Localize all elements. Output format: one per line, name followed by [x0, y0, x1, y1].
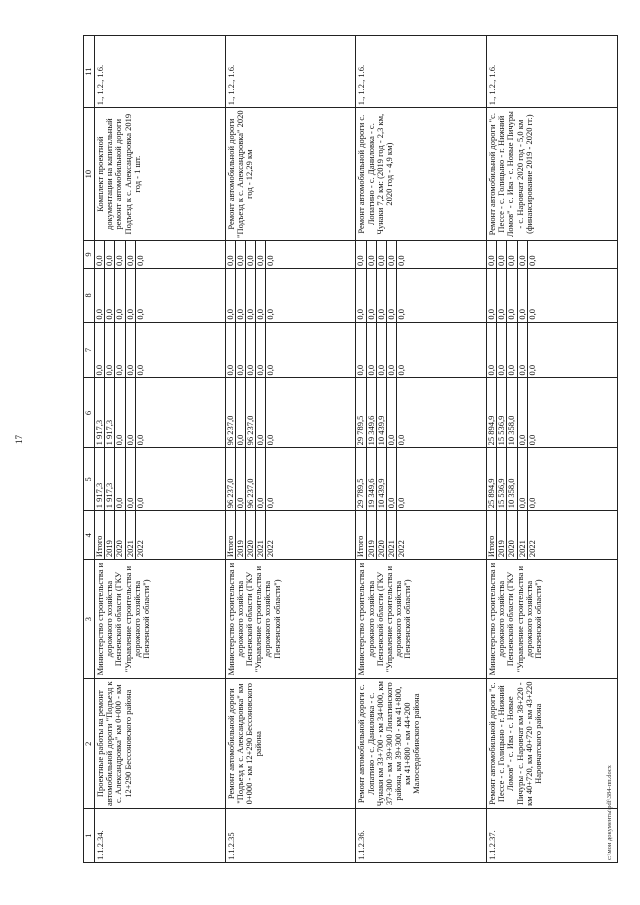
regional-budget-cell: 1 917,3 — [95, 378, 105, 448]
regional-budget-cell: 19 349,6 — [366, 378, 376, 448]
program-activities-table — [83, 35, 618, 863]
other-sources-cell: 0,0 — [135, 241, 225, 269]
other-sources-cell: 0,0 — [386, 241, 396, 269]
year-cell: 2020 — [246, 511, 256, 560]
year-cell: 2022 — [397, 511, 487, 560]
local-budget-cell: 0,0 — [115, 269, 125, 323]
other-sources-cell: 0,0 — [356, 241, 366, 269]
regional-budget-cell: 15 536,9 — [497, 378, 507, 448]
local-budget-cell: 0,0 — [246, 269, 256, 323]
local-budget-cell: 0,0 — [497, 269, 507, 323]
federal-budget-cell: 0,0 — [256, 322, 266, 378]
local-budget-cell: 0,0 — [256, 269, 266, 323]
table-row — [487, 36, 497, 863]
local-budget-cell: 0,0 — [386, 269, 396, 323]
row-code-cell: 1.1.2.34. — [95, 809, 226, 863]
responsible-cell: Министерство строительства и дорожного хозяйства Пензенской области (ГКУ "Управление строительства и дорожного хозяйства Пензенской области") — [225, 560, 356, 679]
total-funding-cell: 10 439,9 — [376, 448, 386, 511]
year-cell: Итого — [356, 511, 366, 560]
other-sources-cell: 0,0 — [507, 241, 517, 269]
total-funding-cell: 0,0 — [386, 448, 396, 511]
regional-budget-cell: 0,0 — [386, 378, 396, 448]
other-sources-cell: 0,0 — [266, 241, 356, 269]
other-sources-cell: 0,0 — [487, 241, 497, 269]
year-cell: 2022 — [266, 511, 356, 560]
regional-budget-cell: 0,0 — [517, 378, 527, 448]
local-budget-cell: 0,0 — [266, 269, 356, 323]
federal-budget-cell: 0,0 — [125, 322, 135, 378]
table-row — [95, 36, 105, 863]
local-budget-cell: 0,0 — [376, 269, 386, 323]
year-cell: 2022 — [527, 511, 617, 560]
column-number: 7 — [84, 322, 95, 378]
regional-budget-cell: 0,0 — [256, 378, 266, 448]
other-sources-cell: 0,0 — [256, 241, 266, 269]
total-funding-cell: 1 917,3 — [95, 448, 105, 511]
column-number: 3 — [84, 560, 95, 679]
local-budget-cell: 0,0 — [95, 269, 105, 323]
total-funding-cell: 0,0 — [256, 448, 266, 511]
total-funding-cell: 0,0 — [266, 448, 356, 511]
row-code-cell: 1.1.2.35 — [225, 809, 356, 863]
federal-budget-cell: 0,0 — [386, 322, 396, 378]
other-sources-cell: 0,0 — [115, 241, 125, 269]
row-code-cell: 1.1.2.36. — [356, 809, 487, 863]
total-funding-cell: 0,0 — [527, 448, 617, 511]
activity-name-cell: Проектные работы на ремонт автомобильной дороги "Подъезд к с. Александровка" км 0+000 - км 12+290 Бессоновского района — [95, 678, 226, 808]
target-indicator-cell: 1., 1.2., 1.6. — [356, 36, 487, 108]
target-indicator-cell: 1., 1.2., 1.6. — [225, 36, 356, 108]
local-budget-cell: 0,0 — [356, 269, 366, 323]
other-sources-cell: 0,0 — [235, 241, 245, 269]
year-cell: Итого — [95, 511, 105, 560]
year-cell: 2021 — [125, 511, 135, 560]
total-funding-cell: 15 536,9 — [497, 448, 507, 511]
regional-budget-cell: 25 894,9 — [487, 378, 497, 448]
federal-budget-cell: 0,0 — [105, 322, 115, 378]
regional-budget-cell: 96 237,0 — [246, 378, 256, 448]
local-budget-cell: 0,0 — [397, 269, 487, 323]
other-sources-cell: 0,0 — [397, 241, 487, 269]
total-funding-cell: 1 917,3 — [105, 448, 115, 511]
federal-budget-cell: 0,0 — [95, 322, 105, 378]
column-number: 10 — [84, 108, 95, 241]
year-cell: Итого — [225, 511, 235, 560]
target-indicator-cell: 1., 1.2., 1.6. — [95, 36, 226, 108]
activity-name-cell: Ремонт автомобильной дороги "Подъезд к с. Александровка" км 0+000 - км 12+290 Бессоновского района — [225, 678, 356, 808]
year-cell: Итого — [487, 511, 497, 560]
local-budget-cell: 0,0 — [517, 269, 527, 323]
other-sources-cell: 0,0 — [246, 241, 256, 269]
responsible-cell: Министерство строительства и дорожного хозяйства Пензенской области (ГКУ "Управление строительства и дорожного хозяйства Пензенской области") — [95, 560, 226, 679]
regional-budget-cell: 0,0 — [527, 378, 617, 448]
other-sources-cell: 0,0 — [105, 241, 115, 269]
result-cell: Ремонт автомобильной дороги "с. Пессе - с. Голицыно - г. Нижний Ломов" - с. Ива - с. Новые Пичуры - с. Наровчат 2020 год - 5,0 км (финансирование 2019 - 2020 гг.) — [487, 108, 618, 241]
footer-file-path: c:\мои документы\pdf\384-пп.docx — [606, 765, 613, 860]
federal-budget-cell: 0,0 — [246, 322, 256, 378]
activity-name-cell: Ремонт автомобильной дороги с. Лопатино - с. Даниловка - с. Чунаки км 33+700 - км 34+000, км 37+300 - км 39+300 Лопатинского района, км 39+300 - км 41+800, км 41+800 - км 44+200 Малосердобинского района — [356, 678, 487, 808]
row-code-cell: 1.1.2.37. — [487, 809, 618, 863]
table-row — [225, 36, 235, 863]
year-cell: 2020 — [115, 511, 125, 560]
activity-name-cell: Ремонт автомобильной дороги "с. Пессе - с. Голицыно - г. Нижний Ломов" - с. Ива - с. Новые Пичуры - с. Наровчат км 38+220 - км 40+720, км 40+720 - км 43+220 Наровчатского района — [487, 678, 618, 808]
regional-budget-cell: 0,0 — [266, 378, 356, 448]
column-number: 5 — [84, 448, 95, 511]
local-budget-cell: 0,0 — [105, 269, 115, 323]
year-cell: 2022 — [135, 511, 225, 560]
total-funding-cell: 29 789,5 — [356, 448, 366, 511]
year-cell: 2021 — [386, 511, 396, 560]
federal-budget-cell: 0,0 — [527, 322, 617, 378]
result-cell: Ремонт автомобильной дороги с. Лопатино - с. Даниловка - с. Чунаки 7,2 км: (2019 год - 2,3 км, 2020 год - 4,9 км) — [356, 108, 487, 241]
local-budget-cell: 0,0 — [507, 269, 517, 323]
column-number: 9 — [84, 241, 95, 269]
year-cell: 2020 — [507, 511, 517, 560]
federal-budget-cell: 0,0 — [397, 322, 487, 378]
other-sources-cell: 0,0 — [225, 241, 235, 269]
column-number: 11 — [84, 36, 95, 108]
total-funding-cell: 0,0 — [135, 448, 225, 511]
regional-budget-cell: 0,0 — [135, 378, 225, 448]
other-sources-cell: 0,0 — [497, 241, 507, 269]
local-budget-cell: 0,0 — [366, 269, 376, 323]
federal-budget-cell: 0,0 — [487, 322, 497, 378]
total-funding-cell: 0,0 — [125, 448, 135, 511]
year-cell: 2019 — [497, 511, 507, 560]
year-cell: 2020 — [376, 511, 386, 560]
column-number: 8 — [84, 269, 95, 323]
result-cell: Ремонт автомобильной дороги "Подъезд к с. Александровка" 2020 год - 12,29 км — [225, 108, 356, 241]
federal-budget-cell: 0,0 — [266, 322, 356, 378]
total-funding-cell: 0,0 — [397, 448, 487, 511]
year-cell: 2019 — [366, 511, 376, 560]
federal-budget-cell: 0,0 — [115, 322, 125, 378]
federal-budget-cell: 0,0 — [225, 322, 235, 378]
total-funding-cell: 25 894,9 — [487, 448, 497, 511]
column-number: 2 — [84, 678, 95, 808]
local-budget-cell: 0,0 — [135, 269, 225, 323]
federal-budget-cell: 0,0 — [497, 322, 507, 378]
result-cell: Комплект проектной документации на капитальный ремонт автомобильной дороги Подъезд к с. Александровка 2019 год - 1 шт. — [95, 108, 226, 241]
total-funding-cell: 0,0 — [115, 448, 125, 511]
page-number: 17 — [14, 435, 24, 444]
total-funding-cell: 19 349,6 — [366, 448, 376, 511]
other-sources-cell: 0,0 — [527, 241, 617, 269]
column-number-row — [84, 36, 95, 863]
federal-budget-cell: 0,0 — [135, 322, 225, 378]
local-budget-cell: 0,0 — [487, 269, 497, 323]
federal-budget-cell: 0,0 — [507, 322, 517, 378]
regional-budget-cell: 0,0 — [235, 378, 245, 448]
column-number: 6 — [84, 378, 95, 448]
total-funding-cell: 0,0 — [517, 448, 527, 511]
total-funding-cell: 0,0 — [235, 448, 245, 511]
other-sources-cell: 0,0 — [95, 241, 105, 269]
local-budget-cell: 0,0 — [527, 269, 617, 323]
local-budget-cell: 0,0 — [125, 269, 135, 323]
responsible-cell: Министерство строительства и дорожного хозяйства Пензенской области (ГКУ "Управление строительства и дорожного хозяйства Пензенской области") — [487, 560, 618, 679]
year-cell: 2019 — [235, 511, 245, 560]
federal-budget-cell: 0,0 — [235, 322, 245, 378]
year-cell: 2021 — [517, 511, 527, 560]
regional-budget-cell: 29 789,5 — [356, 378, 366, 448]
regional-budget-cell: 1 917,3 — [105, 378, 115, 448]
column-number: 4 — [84, 511, 95, 560]
other-sources-cell: 0,0 — [517, 241, 527, 269]
column-number: 1 — [84, 809, 95, 863]
regional-budget-cell: 96 237,0 — [225, 378, 235, 448]
other-sources-cell: 0,0 — [376, 241, 386, 269]
regional-budget-cell: 0,0 — [397, 378, 487, 448]
regional-budget-cell: 10 358,0 — [507, 378, 517, 448]
regional-budget-cell: 0,0 — [125, 378, 135, 448]
regional-budget-cell: 10 439,9 — [376, 378, 386, 448]
local-budget-cell: 0,0 — [235, 269, 245, 323]
year-cell: 2019 — [105, 511, 115, 560]
federal-budget-cell: 0,0 — [356, 322, 366, 378]
table-row — [356, 36, 366, 863]
local-budget-cell: 0,0 — [225, 269, 235, 323]
target-indicator-cell: 1., 1.2., 1.6. — [487, 36, 618, 108]
year-cell: 2021 — [256, 511, 266, 560]
federal-budget-cell: 0,0 — [376, 322, 386, 378]
federal-budget-cell: 0,0 — [517, 322, 527, 378]
responsible-cell: Министерство строительства и дорожного хозяйства Пензенской области (ГКУ "Управление строительства и дорожного хозяйства Пензенской области") — [356, 560, 487, 679]
federal-budget-cell: 0,0 — [366, 322, 376, 378]
rotated-page-content — [83, 35, 578, 863]
other-sources-cell: 0,0 — [125, 241, 135, 269]
total-funding-cell: 96 237,0 — [246, 448, 256, 511]
total-funding-cell: 96 237,0 — [225, 448, 235, 511]
other-sources-cell: 0,0 — [366, 241, 376, 269]
regional-budget-cell: 0,0 — [115, 378, 125, 448]
total-funding-cell: 10 358,0 — [507, 448, 517, 511]
